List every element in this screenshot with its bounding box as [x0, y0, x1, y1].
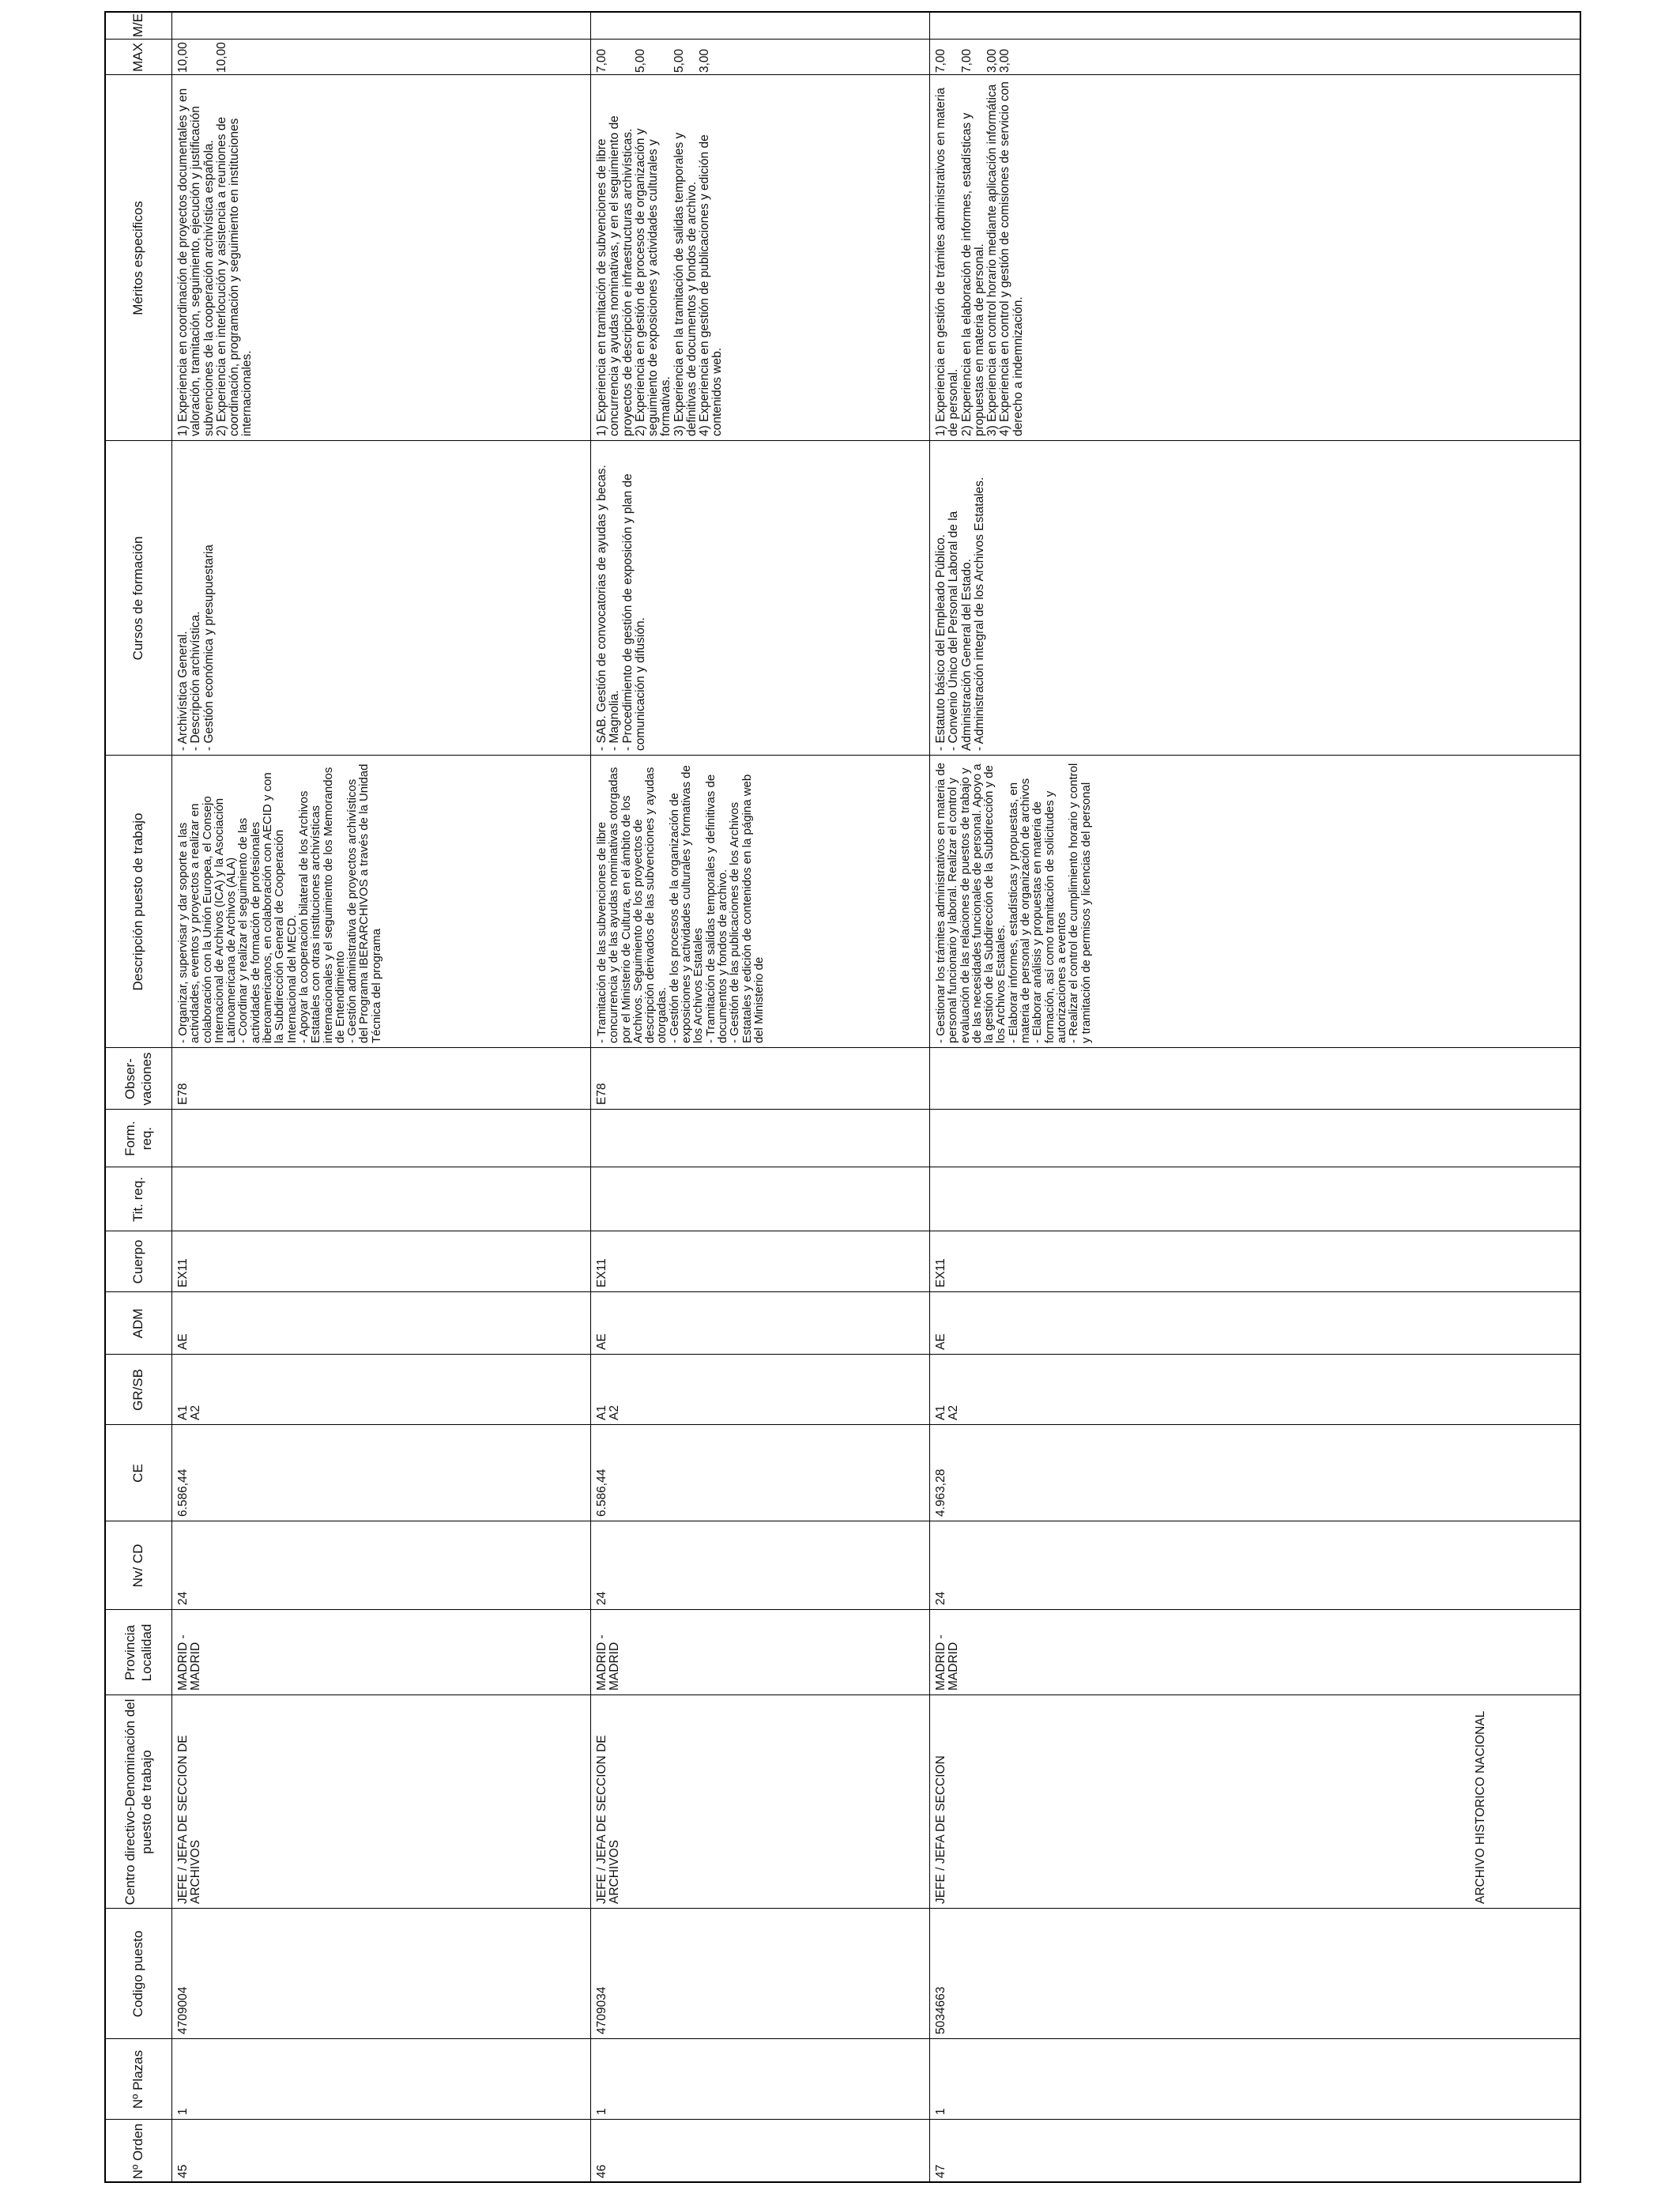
row-descripcion: - Tramitación de las subvenciones de libre concurrencia y de las ayudas nominativas otorgadas por el Ministerio de Cultura, en el ámbito de los Archivos. Seguimiento de los proyectos de descripción derivados de las subvenciones y ayudas otorgadas. - Gestión de los procesos de la organización de exposiciones y actividades culturales y formativas de los Archivos Estatales - Tramitación de salidas temporales y definitivas de documentos y fondos de archivo. - Gestión de las publicaciones de los Archivos Estatales y edición de contenidos en la página web del Ministerio de [595, 765, 766, 1043]
merit-item: 3) Experiencia en control horario mediante aplicación informática [985, 84, 1000, 436]
row-nivel: 24 [595, 1591, 608, 1605]
merit-item: 1) Experiencia en gestión de trámites administrativos en materia de personal. [934, 87, 961, 436]
table-rule-v [104, 11, 1580, 13]
row-codigo: 4709034 [595, 1986, 608, 2034]
header-max: MAX [130, 43, 146, 72]
row-max-values [930, 40, 1580, 75]
header-provincia: Provincia Localidad [122, 1623, 154, 1682]
header-plazas: Nº Plazas [130, 2049, 146, 2109]
row-cuerpo: EX11 [176, 1258, 190, 1287]
merit-item: 2) Experiencia en interlocución y asistencia a reuniones de coordinación, programación y seguimiento en instituciones internacionales. [214, 116, 254, 436]
row-observaciones: E78 [176, 1083, 190, 1105]
header-ce: CE [130, 1464, 146, 1483]
row-codigo: 5034663 [934, 1986, 947, 2034]
row-orden: 45 [176, 2164, 190, 2178]
positions-table [104, 11, 1580, 2183]
merit-item: 1) Experiencia en tramitación de subvenciones de libre concurrencia y ayudas nominativas, y en el seguimiento de proyectos de descripción e infraestructuras archivísticas. [595, 115, 635, 436]
header-adm: ADM [130, 1308, 146, 1339]
row-nivel: 24 [934, 1591, 947, 1605]
merit-item: 2) Experiencia en la elaboración de informes, estadísticas y propuestas en materia de personal. [959, 112, 986, 436]
merit-max: 3,00 [998, 48, 1011, 73]
header-codigo: Codigo puesto [130, 1930, 146, 2018]
centro-directivo-label: ARCHIVO HISTORICO NACIONAL [1474, 1710, 1487, 1904]
row-observaciones [930, 1048, 1580, 1110]
row-meritos [172, 75, 591, 441]
row-plazas: 1 [595, 2108, 608, 2115]
merit-max: 3,00 [985, 48, 999, 73]
merit-max: 7,00 [595, 48, 608, 73]
row-nivel: 24 [176, 1591, 190, 1605]
merit-max: 7,00 [960, 48, 974, 73]
merit-max: 5,00 [672, 48, 686, 73]
header-me: M/E [130, 13, 146, 38]
row-max-values [591, 40, 930, 75]
row-ce: 4.963,28 [934, 1468, 947, 1517]
row-denominacion: JEFE / JEFA DE SECCION DE ARCHIVOS [595, 1735, 622, 1904]
row-meritos [591, 75, 930, 441]
header-formacion: Form. req. [122, 1121, 154, 1156]
row-denominacion: JEFE / JEFA DE SECCION DE ARCHIVOS [176, 1735, 203, 1904]
row-provincia: MADRID - MADRID [176, 1634, 203, 1691]
header-cuerpo: Cuerpo [130, 1239, 146, 1284]
row-cursos: - Estatuto básico del Empleado Público. - Convenio Único del Personal Laboral de la Administración General del Estado. - Administración integral de los Archivos Estatales. [934, 477, 986, 751]
header-nivel: Nv/ CD [130, 1544, 146, 1588]
merit-max: 7,00 [934, 48, 947, 73]
row-meritos [930, 75, 1580, 441]
header-centro: Centro directivo-Denominación del puesto de trabajo [122, 1698, 154, 1906]
row-orden: 46 [595, 2164, 608, 2178]
merit-item: 3) Experiencia en la tramitación de salidas temporales y definitivas de documentos y fondos de archivo. [672, 132, 699, 436]
header-titulacion: Tit. req. [130, 1177, 146, 1222]
row-codigo: 4709004 [176, 1986, 190, 2034]
merit-item: 4) Experiencia en control y gestión de comisiones de servicio con derecho a indemnización. [998, 81, 1025, 436]
header-cursos: Cursos de formación [130, 536, 146, 661]
merit-max: 10,00 [176, 42, 190, 73]
row-plazas: 1 [934, 2108, 947, 2115]
row-descripcion: - Organizar, supervisar y dar soporte a las actividades, eventos y proyectos a realizar en colaboración con la Unión Europea, el Consejo Internacional de Archivos (ICA) y la Asociación Latinoamericana de Archivos (ALA) - Coordinar y realizar el seguimiento de las actividades de formación de profesionales iberoamericanos, en colaboración con AECID y con la Subdirección General de Cooperación Internacional del MECD. - Apoyar la cooperación bilateral de los Archivos Estatales con otras instituciones archivísticas internacionales y el seguimiento de los Memorandos de Entendimiento - Gestión administrativa de proyectos archivísticos del Programa IBERARCHIVOS a través de la Unidad Técnica del programa [176, 763, 383, 1043]
header-meritos: Méritos especificos [130, 201, 146, 315]
header-observaciones: Obser-vaciones [122, 1052, 154, 1106]
row-grupo: A1 A2 [934, 1405, 961, 1420]
merit-item: 2) Experiencia en gestión de procesos de organización y seguimiento de exposiciones y actividades culturales y formativas. [633, 128, 673, 436]
row-denominacion: JEFE / JEFA DE SECCION [934, 1755, 947, 1904]
row-provincia: MADRID - MADRID [595, 1634, 622, 1691]
header-grupo: GR/SB [130, 1369, 146, 1411]
row-descripcion: - Gestionar los trámites administrativos en materia de personal funcionario y laboral. Realizar el control y evaluación de las relaciones de puestos de trabajo y de las necesidades funcionales de personal. Apoyo a la gestión de la Subdirección de la Subdirección y de los Archivos Estatales. - Elaborar informes, estadísticas y propuestas, en materia de personal y de organización de archivos - Elaborar análisis y propuestas en materia de formación, así como tramitación de solicitudes y autorizaciones a eventos - Realizar el control de cumplimiento horario y control y tramitación de permisos y licencias del personal [934, 762, 1093, 1043]
row-observaciones: E78 [595, 1083, 608, 1105]
row-max-values [172, 40, 591, 75]
row-cursos: - SAB. Gestión de convocatorias de ayudas y becas. - Magnolia. - Procedimiento de gestión de exposición y plan de comunicación y difusión. [595, 465, 647, 751]
row-adm: AE [934, 1333, 947, 1350]
merit-item: 1) Experiencia en coordinación de proyectos documentales y en valoración, tramitación, seguimiento, ejecución y justificación subvenciones de la cooperación archivística española. [176, 88, 216, 436]
row-orden: 47 [934, 2164, 947, 2178]
row-cuerpo: EX11 [934, 1258, 947, 1287]
row-cursos: - Archivística General. - Descripción archivística. - Gestión económica y presupuestaria [176, 544, 216, 751]
header-descripcion: Descripción puesto de trabajo [130, 812, 146, 991]
row-provincia: MADRID - MADRID [934, 1634, 961, 1691]
row-adm: AE [176, 1333, 190, 1350]
row-grupo: A1 A2 [176, 1405, 203, 1420]
row-cuerpo: EX11 [595, 1258, 608, 1287]
row-grupo: A1 A2 [595, 1405, 622, 1420]
row-plazas: 1 [176, 2108, 190, 2115]
row-ce: 6.586,44 [176, 1468, 190, 1517]
merit-max: 10,00 [215, 42, 228, 73]
row-ce: 6.586,44 [595, 1468, 608, 1517]
merit-max: 3,00 [698, 48, 711, 73]
row-adm: AE [595, 1333, 608, 1350]
merit-max: 5,00 [634, 48, 647, 73]
merit-item: 4) Experiencia en gestión de publicaciones y edición de contenidos web. [698, 134, 725, 436]
header-orden: Nº Orden [130, 2123, 146, 2180]
